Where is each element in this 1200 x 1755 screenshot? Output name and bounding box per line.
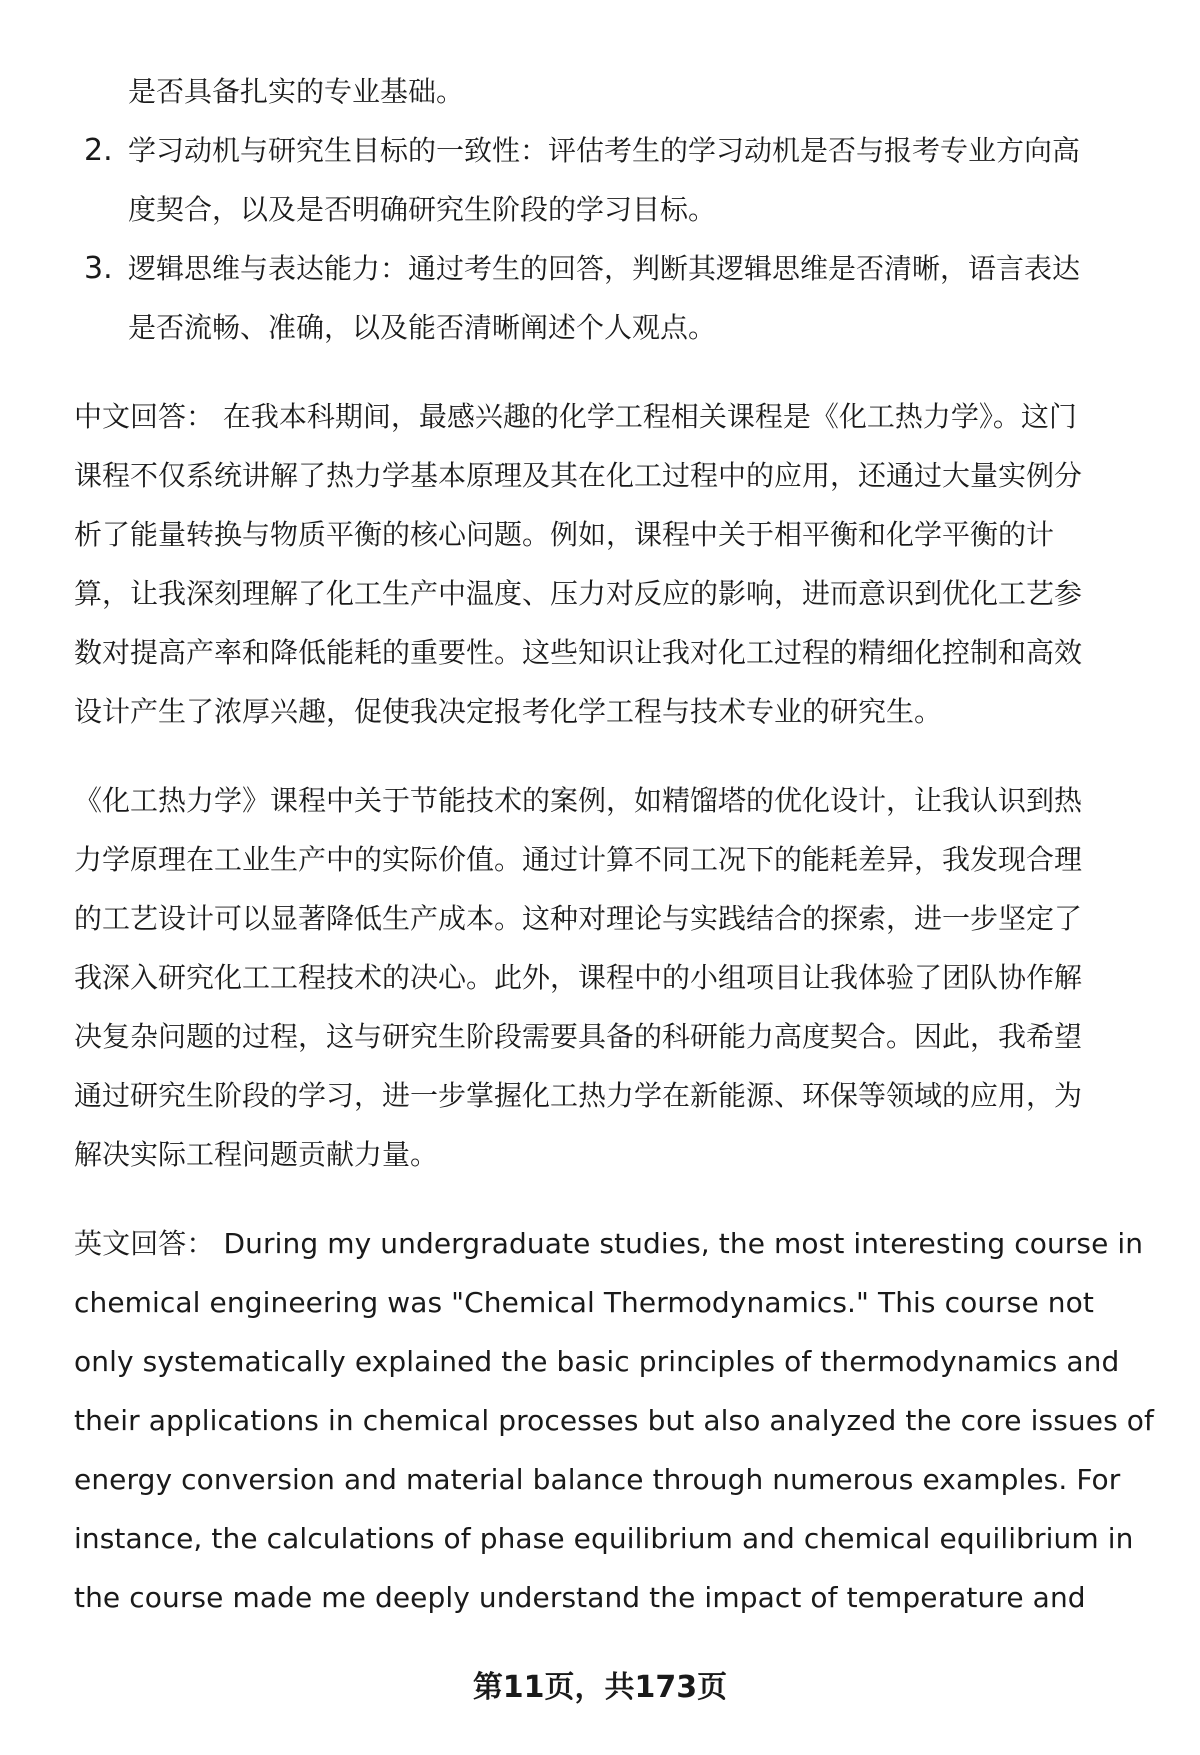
spacer: [74, 741, 1154, 771]
english-answer-paragraph: [74, 1214, 1154, 1627]
text-line: 是否具备扎实的专业基础。: [128, 75, 465, 108]
chinese-second-paragraph: [74, 771, 1154, 1184]
text-line: their applications in chemical processes but also analyzed the core issues of: [74, 1404, 1154, 1437]
list-number: 3.: [84, 251, 113, 286]
text-line: only systematically explained the basic principles of thermodynamics and: [74, 1345, 1120, 1378]
text-line: energy conversion and material balance through numerous examples. For: [74, 1463, 1121, 1496]
text-line: 的工艺设计可以显著降低生产成本。这种对理论与实践结合的探索，进一步坚定了: [74, 902, 1083, 935]
text-line: 算，让我深刻理解了化工生产中温度、压力对反应的影响，进而意识到优化工艺参: [74, 577, 1083, 610]
text-line: instance, the calculations of phase equilibrium and chemical equilibrium in: [74, 1522, 1134, 1555]
spacer: [74, 1184, 1154, 1214]
text-line: chemical engineering was "Chemical Thermodynamics." This course not: [74, 1286, 1094, 1319]
list-item-3: [74, 239, 1154, 357]
chinese-answer-paragraph: [74, 387, 1154, 741]
text-line: 析了能量转换与物质平衡的核心问题。例如，课程中关于相平衡和化学平衡的计: [74, 518, 1055, 551]
list-number: 2.: [84, 133, 113, 168]
text-line: the course made me deeply understand the impact of temperature and: [74, 1581, 1086, 1614]
text-line: 设计产生了浓厚兴趣，促使我决定报考化学工程与技术专业的研究生。: [74, 695, 943, 728]
list-item-continuation: [74, 62, 1154, 121]
text-line: 解决实际工程问题贡献力量。: [74, 1138, 439, 1171]
text-line: 度契合，以及是否明确研究生阶段的学习目标。: [128, 193, 717, 226]
page-number-footer: 第11页，共173页: [472, 1670, 728, 1705]
list-item-2: [74, 121, 1154, 239]
text-line: 逻辑思维与表达能力：通过考生的回答，判断其逻辑思维是否清晰，语言表达: [128, 252, 1081, 285]
text-line: 学习动机与研究生目标的一致性：评估考生的学习动机是否与报考专业方向高: [128, 134, 1081, 167]
page-content: [74, 62, 1154, 1627]
text-line: 英文回答： During my undergraduate studies, the most interesting course in: [74, 1227, 1144, 1260]
text-line: 决复杂问题的过程，这与研究生阶段需要具备的科研能力高度契合。因此，我希望: [74, 1020, 1083, 1053]
text-line: 通过研究生阶段的学习，进一步掌握化工热力学在新能源、环保等领域的应用，为: [74, 1079, 1083, 1112]
text-line: 我深入研究化工工程技术的决心。此外，课程中的小组项目让我体验了团队协作解: [74, 961, 1083, 994]
text-line: 是否流畅、准确，以及能否清晰阐述个人观点。: [128, 311, 717, 344]
text-line: 数对提高产率和降低能耗的重要性。这些知识让我对化工过程的精细化控制和高效: [74, 636, 1083, 669]
text-line: 《化工热力学》课程中关于节能技术的案例，如精馏塔的优化设计，让我认识到热: [74, 784, 1083, 817]
spacer: [74, 357, 1154, 387]
text-line: 课程不仅系统讲解了热力学基本原理及其在化工过程中的应用，还通过大量实例分: [74, 459, 1083, 492]
text-line: 力学原理在工业生产中的实际价值。通过计算不同工况下的能耗差异，我发现合理: [74, 843, 1083, 876]
text-line: 中文回答： 在我本科期间，最感兴趣的化学工程相关课程是《化工热力学》。这门: [74, 400, 1077, 433]
